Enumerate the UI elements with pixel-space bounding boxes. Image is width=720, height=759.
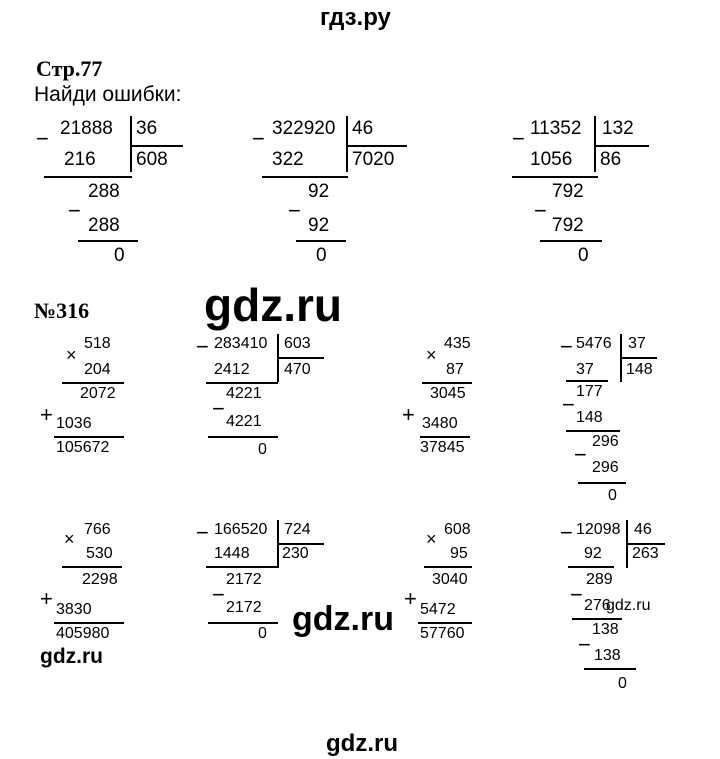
step-remainder: 0 <box>258 625 267 642</box>
step-remainder: 0 <box>114 245 125 266</box>
step-line <box>206 382 278 384</box>
page-number: Стр.77 <box>36 56 103 81</box>
times-sign: × <box>426 345 437 365</box>
dividend: 283410 <box>214 335 268 352</box>
minus-sign: − <box>574 442 587 467</box>
step-subtrahend: 92 <box>584 545 602 562</box>
task-title: Найди ошибки: <box>34 83 182 106</box>
factor-a: 518 <box>84 335 111 352</box>
step-line <box>78 240 138 242</box>
step-remainder: 0 <box>578 245 589 266</box>
step-line <box>44 176 132 178</box>
factor-a: 608 <box>444 521 471 538</box>
quotient: 608 <box>136 149 168 170</box>
step-remainder: 92 <box>308 181 330 202</box>
step-remainder: 0 <box>608 487 617 504</box>
step-subtrahend: 4221 <box>226 413 262 430</box>
quotient: 86 <box>600 149 622 170</box>
product-line <box>62 382 124 384</box>
quotient-line <box>131 145 183 147</box>
step-subtrahend: 792 <box>552 215 584 236</box>
product-result: 405980 <box>56 625 110 642</box>
step-remainder: 177 <box>576 383 603 400</box>
dividend: 166520 <box>214 521 268 538</box>
step-line <box>566 430 620 432</box>
step-remainder: 2172 <box>226 571 262 588</box>
step-line <box>572 618 622 620</box>
step-subtrahend: 1056 <box>530 149 573 170</box>
plus-sign: + <box>404 586 417 611</box>
minus-sign: − <box>560 334 573 359</box>
step-remainder: 0 <box>258 441 267 458</box>
times-sign: × <box>426 529 437 549</box>
step-remainder: 289 <box>586 571 613 588</box>
minus-sign: − <box>252 126 265 151</box>
product-result: 57760 <box>420 625 465 642</box>
step-line <box>512 176 598 178</box>
times-sign: × <box>64 529 75 549</box>
divisor: 36 <box>136 118 158 139</box>
minus-sign: − <box>68 198 81 223</box>
sum-line <box>420 436 470 438</box>
sum-line <box>54 622 124 624</box>
division-bar <box>346 116 348 172</box>
minus-sign: − <box>578 632 591 657</box>
dividend: 5476 <box>576 335 612 352</box>
minus-sign: − <box>534 198 547 223</box>
step-subtrahend: 92 <box>308 215 330 236</box>
quotient: 230 <box>282 545 309 562</box>
partial-product-2: 3480 <box>422 415 458 432</box>
step-subtrahend: 296 <box>592 459 619 476</box>
dividend: 322920 <box>272 118 336 139</box>
product-result: 105672 <box>56 439 110 456</box>
factor-b: 87 <box>446 361 464 378</box>
step-subtrahend: 148 <box>576 409 603 426</box>
minus-sign: − <box>562 392 575 417</box>
product-result: 37845 <box>420 439 465 456</box>
step-line <box>206 566 278 568</box>
step-subtrahend: 138 <box>594 647 621 664</box>
dividend: 21888 <box>60 118 113 139</box>
divisor: 603 <box>284 335 311 352</box>
sum-line <box>418 622 472 624</box>
factor-b: 95 <box>450 545 468 562</box>
minus-sign: − <box>196 520 209 545</box>
step-remainder: 0 <box>618 675 627 692</box>
divisor: 46 <box>634 521 652 538</box>
step-subtrahend: 322 <box>272 149 304 170</box>
step-remainder: 296 <box>592 433 619 450</box>
watermark-right-tiny: gdz.ru <box>606 597 651 614</box>
step-line <box>540 240 602 242</box>
partial-product-1: 2298 <box>82 571 118 588</box>
divisor: 46 <box>352 118 374 139</box>
watermark-bottom: gdz.ru <box>326 730 398 757</box>
minus-sign: − <box>212 396 225 421</box>
factor-a: 766 <box>84 521 111 538</box>
quotient: 470 <box>284 361 311 378</box>
plus-sign: + <box>40 586 53 611</box>
minus-sign: − <box>560 520 573 545</box>
plus-sign: + <box>402 402 415 427</box>
step-remainder: 4221 <box>226 385 262 402</box>
divisor: 132 <box>602 118 634 139</box>
factor-b: 204 <box>84 361 111 378</box>
step-remainder: 0 <box>316 245 327 266</box>
factor-a: 435 <box>444 335 471 352</box>
dividend: 12098 <box>576 521 621 538</box>
partial-product-2: 5472 <box>420 601 456 618</box>
step-remainder: 792 <box>552 181 584 202</box>
watermark-left-small: gdz.ru <box>40 645 103 668</box>
divisor: 724 <box>284 521 311 538</box>
step-line <box>584 668 636 670</box>
minus-sign: − <box>288 198 301 223</box>
minus-sign: − <box>212 582 225 607</box>
step-line <box>578 482 626 484</box>
partial-product-1: 3045 <box>430 385 466 402</box>
minus-sign: − <box>196 334 209 359</box>
partial-product-1: 3040 <box>432 571 468 588</box>
exercise-number: №316 <box>34 298 90 323</box>
divisor: 37 <box>628 335 646 352</box>
product-line <box>422 382 472 384</box>
times-sign: × <box>66 345 77 365</box>
step-line <box>262 176 348 178</box>
division-bar <box>130 116 132 172</box>
step-line <box>566 380 608 382</box>
step-subtrahend: 2172 <box>226 599 262 616</box>
sum-line <box>54 436 124 438</box>
product-line <box>424 566 472 568</box>
minus-sign: − <box>512 126 525 151</box>
product-line <box>62 566 122 568</box>
step-line <box>208 622 278 624</box>
step-subtrahend: 37 <box>576 361 594 378</box>
watermark-middle-large: gdz.ru <box>204 279 342 331</box>
step-subtrahend: 216 <box>64 149 96 170</box>
quotient-line <box>278 357 324 359</box>
step-line <box>296 240 346 242</box>
step-line <box>568 566 614 568</box>
quotient-line <box>595 145 649 147</box>
division-bar <box>594 116 596 172</box>
quotient: 7020 <box>352 149 395 170</box>
step-subtrahend: 288 <box>88 215 120 236</box>
minus-sign: − <box>36 126 49 151</box>
quotient: 148 <box>626 361 653 378</box>
factor-b: 530 <box>86 545 113 562</box>
partial-product-2: 1036 <box>56 415 92 432</box>
partial-product-1: 2072 <box>80 385 116 402</box>
step-line <box>208 436 278 438</box>
step-subtrahend: 276 <box>584 597 611 614</box>
partial-product-2: 3830 <box>56 601 92 618</box>
minus-sign: − <box>570 582 583 607</box>
quotient: 263 <box>632 545 659 562</box>
plus-sign: + <box>40 402 53 427</box>
watermark-middle-small: gdz.ru <box>292 600 394 638</box>
step-remainder: 138 <box>592 621 619 638</box>
dividend: 11352 <box>530 118 582 139</box>
watermark-top: гдз.ру <box>320 4 391 31</box>
step-remainder: 288 <box>88 181 120 202</box>
step-subtrahend: 2412 <box>214 361 250 378</box>
step-subtrahend: 1448 <box>214 545 250 562</box>
quotient-line <box>621 357 657 359</box>
quotient-line <box>347 145 407 147</box>
